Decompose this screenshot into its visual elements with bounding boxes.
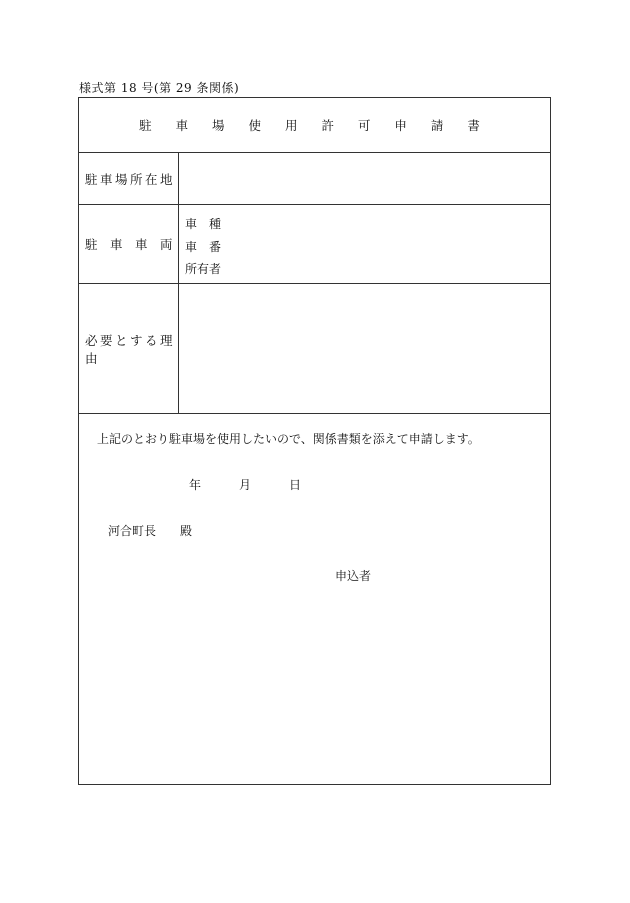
vehicle-row xyxy=(79,205,550,284)
reason-label: 必要とする理由 xyxy=(79,284,179,413)
vehicle-owner-label: 所有者 xyxy=(185,262,222,276)
reason-row xyxy=(79,284,550,414)
applicant-label: 申込者 xyxy=(335,569,372,583)
date-month: 月 xyxy=(239,478,252,492)
parking-location-field[interactable] xyxy=(179,153,550,204)
parking-location-row xyxy=(79,153,550,205)
date-day: 日 xyxy=(289,478,302,492)
vehicle-field-list xyxy=(185,213,221,281)
statement-area xyxy=(79,414,550,784)
date-year: 年 xyxy=(189,478,202,492)
addressee: 河合町長 殿 xyxy=(108,524,193,538)
vehicle-field[interactable] xyxy=(179,205,550,283)
vehicle-type-label: 車 種 xyxy=(185,217,222,231)
vehicle-label: 駐 車 車 両 xyxy=(79,205,179,283)
parking-location-label: 駐車場所在地 xyxy=(79,153,179,204)
reason-field[interactable] xyxy=(179,284,550,413)
declaration-text: 上記のとおり駐車場を使用したいので、関係書類を添えて申請します。 xyxy=(97,432,480,446)
application-form xyxy=(78,97,551,785)
date-line xyxy=(189,476,301,493)
vehicle-number-label: 車 番 xyxy=(185,239,222,254)
form-title: 駐 車 場 使 用 許 可 申 請 書 xyxy=(79,98,550,153)
form-number: 様式第 18 号(第 29 条関係) xyxy=(79,81,240,95)
